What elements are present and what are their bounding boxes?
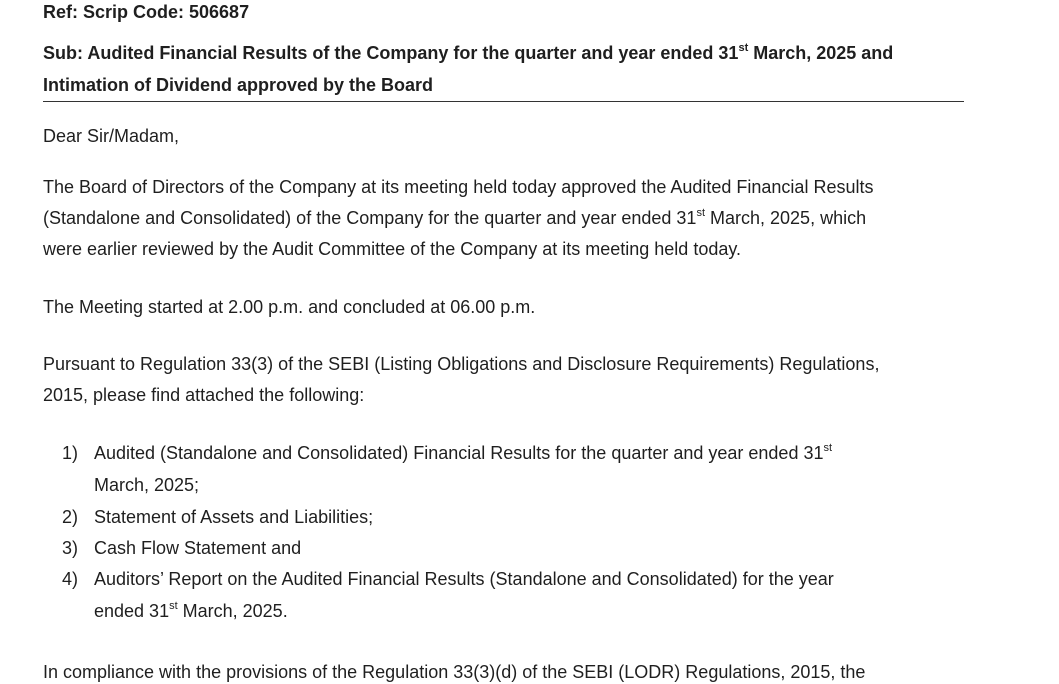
- list-item-1-sup: st: [823, 442, 833, 454]
- para1-line-2-sup: st: [696, 207, 706, 219]
- list-item-4-number: 4): [62, 569, 79, 589]
- subject-underline: [43, 101, 964, 102]
- reference-line: Ref: Scrip Code: 506687: [43, 2, 250, 22]
- list-item-4-tail: March, 2025.: [177, 601, 288, 621]
- subject-line-2: Intimation of Dividend approved by the Board: [43, 75, 434, 95]
- subject-line-1-text: Sub: Audited Financial Results of the Company for the quarter and year ended 31: [43, 43, 739, 63]
- para4-partial-line: In compliance with the provisions of the Regulation 33(3)(d) of the SEBI (LODR) Regulations, 2015, the: [43, 662, 866, 682]
- meeting-time-paragraph: The Meeting started at 2.00 p.m. and concluded at 06.00 p.m.: [43, 297, 536, 317]
- list-item-1-line-2: March, 2025;: [94, 475, 200, 495]
- salutation: Dear Sir/Madam,: [43, 126, 180, 146]
- subject-line-1-sup: st: [738, 42, 749, 54]
- list-item-1-line-1: [94, 441, 832, 465]
- list-item-2-number: 2): [62, 507, 79, 527]
- subject-line-1-tail: March, 2025 and: [748, 43, 894, 63]
- para1-line-2: [43, 206, 866, 230]
- list-item-3-text: Cash Flow Statement and: [94, 538, 302, 558]
- list-item-1-text: Audited (Standalone and Consolidated) Financial Results for the quarter and year ended 31: [94, 443, 824, 463]
- para1-line-3: were earlier reviewed by the Audit Committee of the Company at its meeting held today.: [43, 239, 742, 259]
- list-item-4-sup: st: [169, 600, 178, 612]
- para1-line-1: The Board of Directors of the Company at its meeting held today approved the Audited Financial Results: [43, 177, 874, 197]
- list-item-4-line-2: [94, 599, 288, 623]
- para3-line-1: Pursuant to Regulation 33(3) of the SEBI (Listing Obligations and Disclosure Requirements) Regulations,: [43, 354, 880, 374]
- list-item-3-number: 3): [62, 538, 79, 558]
- para1-line-2-tail: March, 2025, which: [705, 208, 867, 228]
- list-item-4-line-1: Auditors’ Report on the Audited Financial Results (Standalone and Consolidated) for the year: [94, 569, 834, 589]
- subject-line-1: [43, 41, 893, 65]
- list-item-4-text: ended 31: [94, 601, 170, 621]
- para1-line-2-text: (Standalone and Consolidated) of the Company for the quarter and year ended 31: [43, 208, 697, 228]
- para3-line-2: 2015, please find attached the following:: [43, 385, 365, 405]
- list-item-2-text: Statement of Assets and Liabilities;: [94, 507, 374, 527]
- list-item-1-number: 1): [62, 443, 79, 463]
